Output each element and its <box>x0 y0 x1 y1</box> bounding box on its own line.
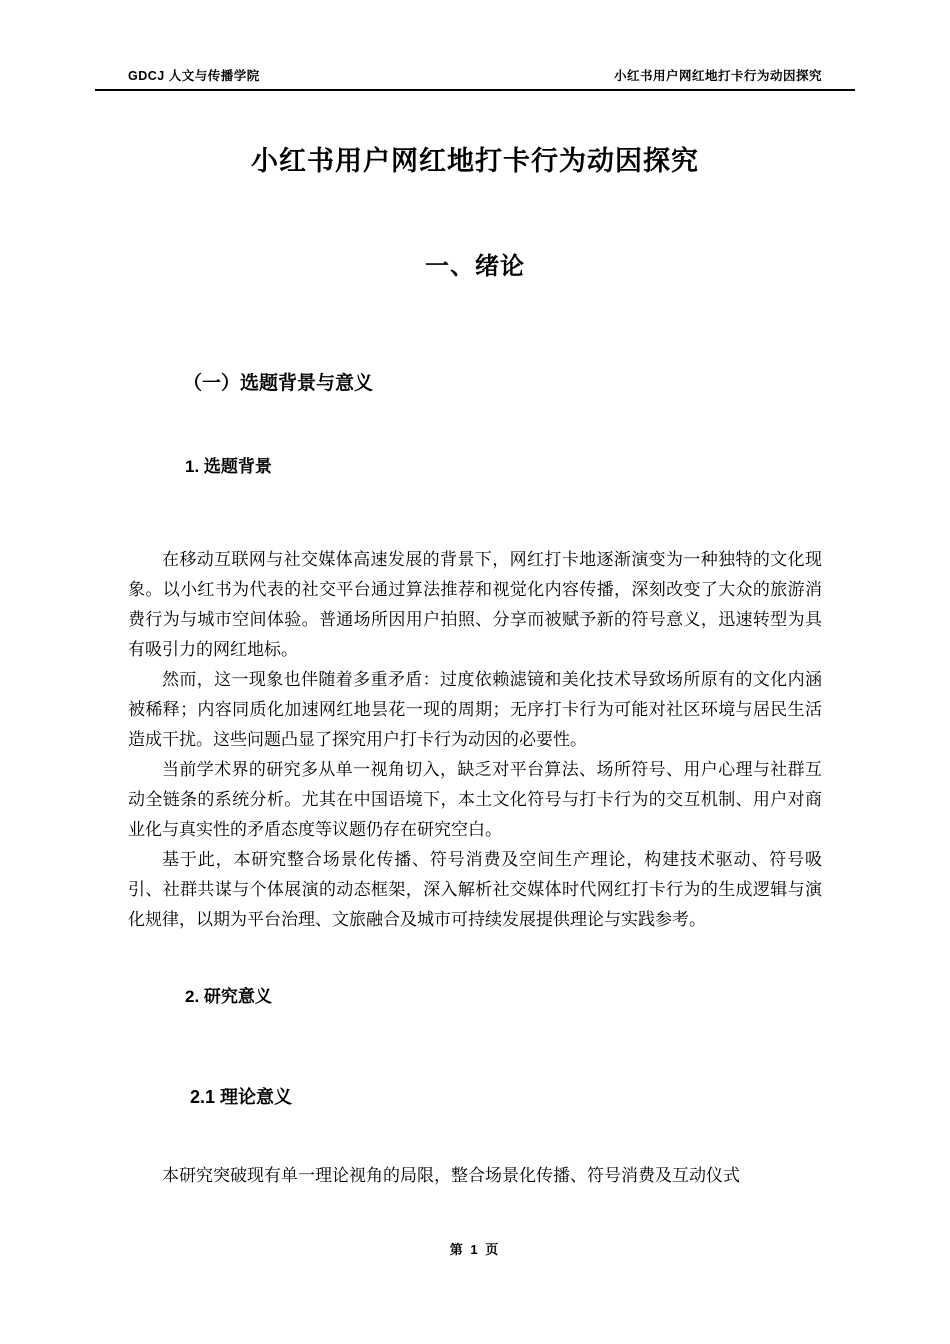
body-paragraph: 当前学术界的研究多从单一视角切入，缺乏对平台算法、场所符号、用户心理与社群互动全链条的系统分析。尤其在中国语境下，本土文化符号与打卡行为的交互机制、用户对商业化与真实性的矛盾态度等议题仍存在研究空白。 <box>128 760 822 839</box>
header-right-text: 小红书用户网红地打卡行为动因探究 <box>613 69 822 83</box>
section-heading-introduction: 一、绪论 <box>425 253 525 280</box>
body-paragraph: 然而，这一现象也伴随着多重矛盾：过度依赖滤镜和美化技术导致场所原有的文化内涵被稀释；内容同质化加速网红地昙花一现的周期；无序打卡行为可能对社区环境与居民生活造成干扰。这些问题凸显了探究用户打卡行为动因的必要性。 <box>128 670 822 749</box>
document-body <box>0 143 950 1191</box>
page-number-label: 第 1 页 <box>449 1242 501 1257</box>
header-left-text: GDCJ 人文与传播学院 <box>128 69 260 83</box>
page-header-row <box>95 66 855 84</box>
subsection-heading-background-significance: （一）选题背景与意义 <box>183 373 374 394</box>
heading-research-significance: 2. 研究意义 <box>185 987 272 1006</box>
body-paragraph: 基于此，本研究整合场景化传播、符号消费及空间生产理论，构建技术驱动、符号吸引、社群共谋与个体展演的动态框架，深入解析社交媒体时代网红打卡行为的生成逻辑与演化规律，以期为平台治理、文旅融合及城市可持续发展提供理论与实践参考。 <box>128 850 822 929</box>
heading-topic-background: 1. 选题背景 <box>185 457 272 476</box>
page-header <box>95 0 855 91</box>
document-title: 小红书用户网红地打卡行为动因探究 <box>251 146 699 176</box>
body-paragraph: 在移动互联网与社交媒体高速发展的背景下，网红打卡地逐渐演变为一种独特的文化现象。以小红书为代表的社交平台通过算法推荐和视觉化内容传播，深刻改变了大众的旅游消费行为与城市空间体验。普通场所因用户拍照、分享而被赋予新的符号意义，迅速转型为具有吸引力的网红地标。 <box>128 550 822 659</box>
paragraph-block <box>128 545 822 935</box>
heading-theoretical-significance: 2.1 理论意义 <box>190 1087 293 1107</box>
closing-paragraph: 本研究突破现有单一理论视角的局限，整合场景化传播、符号消费及互动仪式 <box>162 1166 740 1185</box>
header-rule <box>95 89 855 91</box>
page-footer <box>0 1239 950 1258</box>
